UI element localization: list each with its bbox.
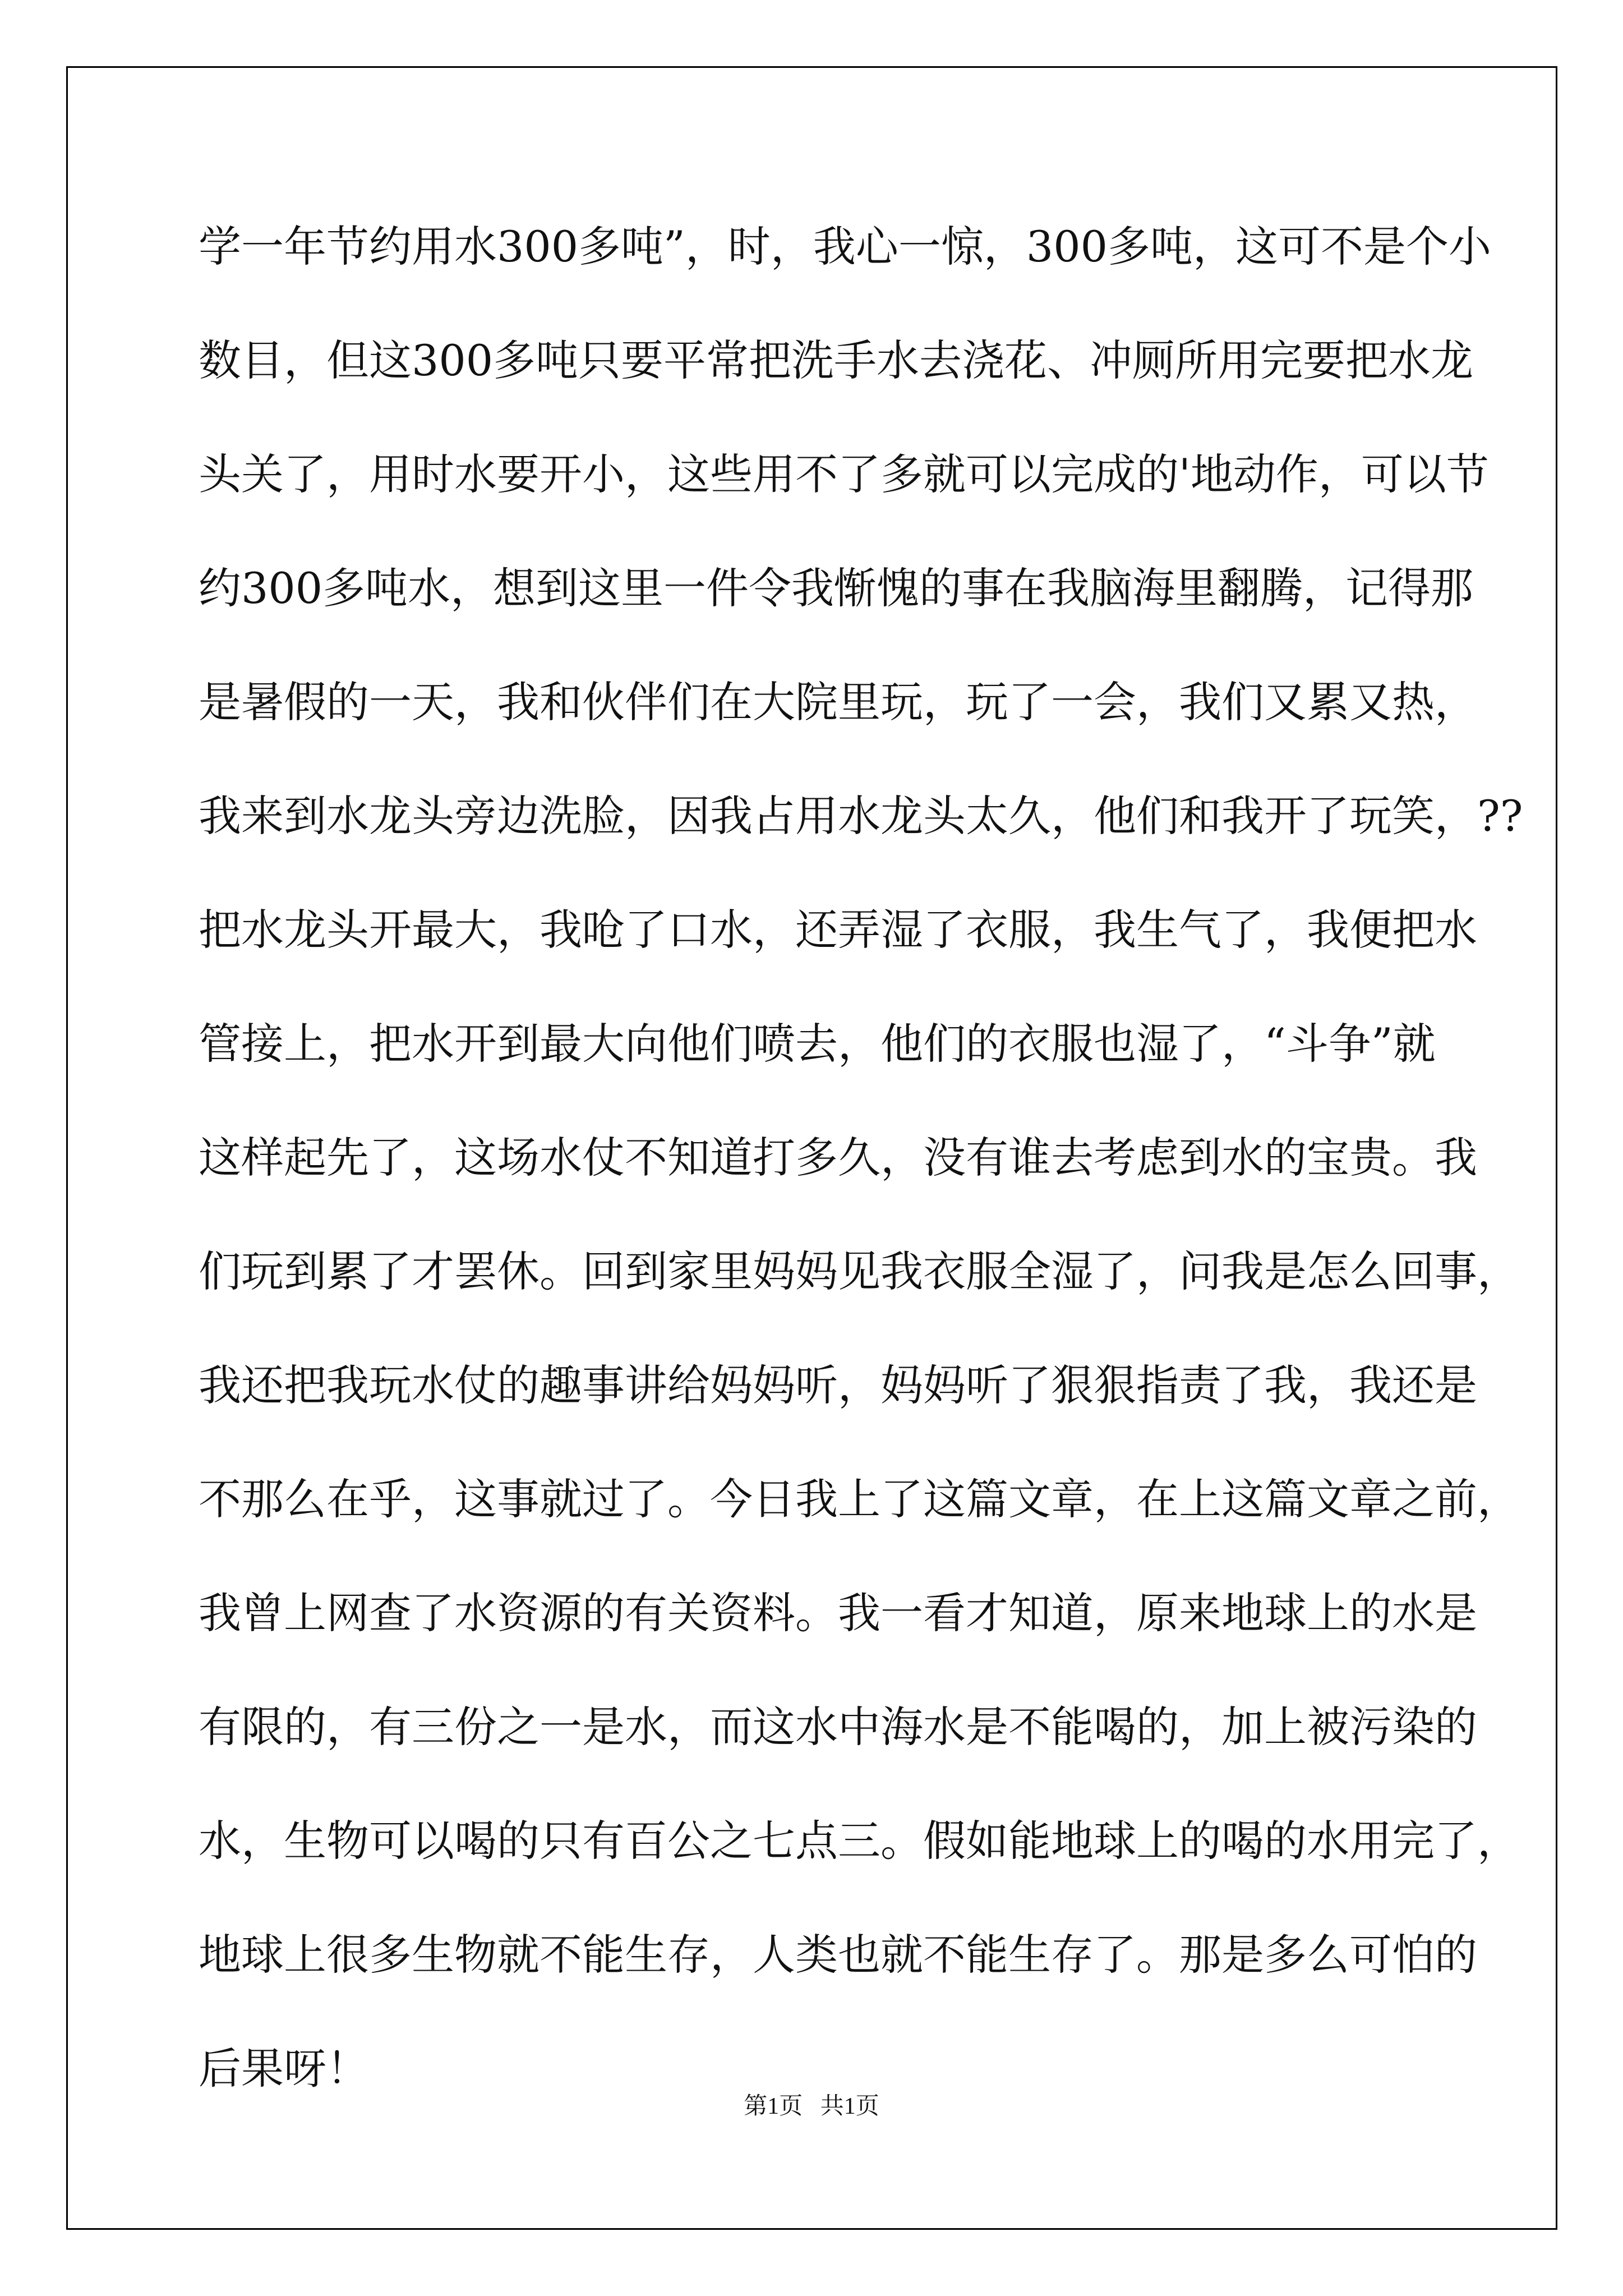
paragraph-line: 这样起先了，这场水仗不知道打多久，没有谁去考虑到水的宝贵。我	[199, 1133, 1477, 1182]
paragraph-line: 学一年节约用水300多吨”，时，我心一惊，300多吨，这可不是个小	[199, 222, 1491, 272]
paragraph-line: 管接上，把水开到最大向他们喷去，他们的衣服也湿了，“斗争”就	[199, 1019, 1436, 1069]
paragraph-line: 地球上很多生物就不能生存，人类也就不能生存了。那是多么可怕的	[199, 1930, 1477, 1980]
paragraph-line: 后果呀！	[199, 2044, 369, 2093]
paragraph-line: 是暑假的一天，我和伙伴们在大院里玩，玩了一会，我们又累又热，	[199, 677, 1477, 727]
paragraph-line: 水，生物可以喝的只有百公之七点三。假如能地球上的喝的水用完了，	[199, 1816, 1520, 1866]
paragraph-line: 不那么在乎，这事就过了。今日我上了这篇文章，在上这篇文章之前，	[199, 1474, 1520, 1524]
paragraph-line: 头关了，用时水要开小，这些用不了多就可以完成的'地动作，可以节	[199, 449, 1489, 499]
paragraph-line: 把水龙头开最大，我呛了口水，还弄湿了衣服，我生气了，我便把水	[199, 905, 1477, 955]
page-footer: 第1页 共1页	[744, 2093, 879, 2119]
paragraph-line: 我来到水龙头旁边洗脸，因我占用水龙头太久，他们和我开了玩笑，??	[199, 791, 1523, 841]
paragraph-line: 有限的，有三份之一是水，而这水中海水是不能喝的，加上被污染的	[199, 1702, 1477, 1752]
paragraph-line: 我还把我玩水仗的趣事讲给妈妈听，妈妈听了狠狠指责了我，我还是	[199, 1360, 1477, 1410]
paragraph-line: 我曾上网查了水资源的有关资料。我一看才知道，原来地球上的水是	[199, 1588, 1477, 1638]
paragraph-line: 约300多吨水，想到这里一件令我惭愧的事在我脑海里翻腾，记得那	[199, 563, 1474, 613]
paragraph-line: 们玩到累了才罢休。回到家里妈妈见我衣服全湿了，问我是怎么回事，	[199, 1246, 1520, 1296]
paragraph-line: 数目，但这300多吨只要平常把洗手水去浇花、冲厕所用完要把水龙	[199, 335, 1474, 385]
